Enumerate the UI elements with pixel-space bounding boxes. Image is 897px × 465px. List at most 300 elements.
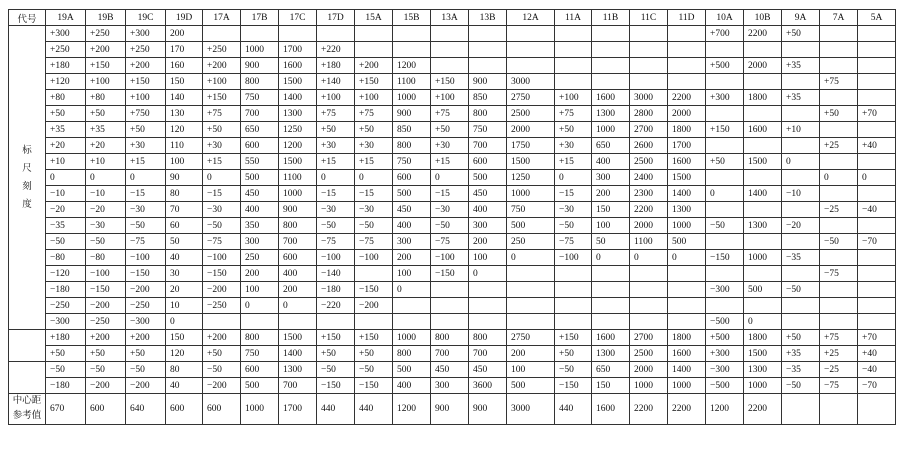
table-cell	[630, 42, 668, 58]
table-cell: +20	[46, 138, 86, 154]
table-cell	[393, 26, 431, 42]
center-distance-cell: 2200	[744, 394, 782, 425]
table-cell: +35	[782, 90, 820, 106]
table-cell: 1000	[279, 186, 317, 202]
center-distance-cell: 1700	[279, 394, 317, 425]
table-cell: −150	[706, 250, 744, 266]
table-cell: −15	[126, 186, 166, 202]
table-cell: 400	[279, 266, 317, 282]
table-cell	[469, 282, 507, 298]
table-cell: −100	[203, 250, 241, 266]
table-cell: −300	[46, 314, 86, 330]
table-cell: 1000	[393, 330, 431, 346]
table-cell	[469, 298, 507, 314]
table-cell: 0	[469, 266, 507, 282]
table-cell: −30	[86, 218, 126, 234]
table-cell	[279, 26, 317, 42]
table-cell: 1400	[668, 362, 706, 378]
center-distance-cell: 670	[46, 394, 86, 425]
table-cell	[431, 58, 469, 74]
header-19b: 19B	[86, 10, 126, 26]
table-cell: 600	[241, 138, 279, 154]
table-cell	[630, 26, 668, 42]
table-cell: +50	[706, 154, 744, 170]
table-cell	[507, 42, 555, 58]
table-cell: 1600	[279, 58, 317, 74]
table-cell	[393, 314, 431, 330]
table-cell: +50	[355, 346, 393, 362]
table-cell: 2000	[744, 58, 782, 74]
table-cell	[555, 42, 592, 58]
header-19d: 19D	[166, 10, 203, 26]
table-cell: −50	[782, 282, 820, 298]
table-cell	[744, 202, 782, 218]
table-row	[9, 154, 896, 170]
table-cell: −30	[317, 202, 355, 218]
table-cell: −50	[431, 218, 469, 234]
table-cell: +120	[46, 74, 86, 90]
header-17a: 17A	[203, 10, 241, 26]
table-cell: 1600	[592, 90, 630, 106]
table-cell	[858, 154, 896, 170]
table-cell: 0	[858, 170, 896, 186]
center-distance-label	[9, 394, 46, 425]
table-cell: −150	[355, 378, 393, 394]
table-cell	[355, 42, 393, 58]
table-cell	[820, 250, 858, 266]
table-cell: +70	[858, 330, 896, 346]
table-cell: +30	[431, 138, 469, 154]
table-cell	[706, 266, 744, 282]
table-cell: +250	[46, 42, 86, 58]
table-cell: +50	[203, 346, 241, 362]
header-19a: 19A	[46, 10, 86, 26]
table-cell: −75	[355, 234, 393, 250]
table-cell: −300	[706, 362, 744, 378]
table-cell: −30	[126, 202, 166, 218]
table-cell	[592, 282, 630, 298]
table-cell: 0	[355, 170, 393, 186]
table-cell: −40	[858, 202, 896, 218]
table-cell: 750	[393, 154, 431, 170]
table-cell	[782, 42, 820, 58]
table-cell	[820, 122, 858, 138]
table-cell: 1500	[744, 346, 782, 362]
table-cell: +80	[46, 90, 86, 106]
center-distance-cell: 440	[355, 394, 393, 425]
table-cell: 1100	[630, 234, 668, 250]
table-cell: −15	[355, 186, 393, 202]
table-cell: 800	[393, 346, 431, 362]
table-cell: 1500	[279, 154, 317, 170]
table-cell: −50	[46, 362, 86, 378]
table-cell: 500	[507, 218, 555, 234]
table-cell: 1100	[279, 170, 317, 186]
table-cell: +500	[706, 58, 744, 74]
table-cell: 2750	[507, 330, 555, 346]
table-cell: −10	[86, 186, 126, 202]
table-cell: 1300	[279, 106, 317, 122]
table-cell	[592, 314, 630, 330]
table-cell: 1500	[507, 154, 555, 170]
table-row	[9, 346, 896, 362]
table-cell: 1400	[668, 186, 706, 202]
table-cell: 200	[469, 234, 507, 250]
table-cell: −150	[203, 266, 241, 282]
table-cell	[668, 314, 706, 330]
table-cell	[592, 266, 630, 282]
table-cell: +15	[317, 154, 355, 170]
center-distance-cell: 900	[431, 394, 469, 425]
table-cell: −10	[782, 186, 820, 202]
table-cell: −100	[317, 250, 355, 266]
table-cell: 0	[592, 250, 630, 266]
header-11b: 11B	[592, 10, 630, 26]
table-cell	[782, 266, 820, 282]
table-cell	[469, 58, 507, 74]
table-cell: +50	[317, 122, 355, 138]
table-cell	[355, 314, 393, 330]
table-cell: +150	[555, 330, 592, 346]
table-cell: 200	[507, 346, 555, 362]
table-cell: 80	[166, 186, 203, 202]
table-cell: 1000	[668, 378, 706, 394]
table-cell: +50	[203, 122, 241, 138]
table-cell: 650	[592, 362, 630, 378]
table-cell: 100	[166, 154, 203, 170]
table-cell	[317, 26, 355, 42]
table-cell: −75	[431, 234, 469, 250]
table-cell	[706, 170, 744, 186]
table-cell: +30	[203, 138, 241, 154]
header-11c: 11C	[630, 10, 668, 26]
table-cell: 200	[279, 282, 317, 298]
table-cell: 750	[469, 122, 507, 138]
table-cell: −80	[86, 250, 126, 266]
table-cell	[858, 90, 896, 106]
table-cell: −180	[317, 282, 355, 298]
table-cell	[555, 74, 592, 90]
table-cell: −100	[86, 266, 126, 282]
table-cell	[744, 138, 782, 154]
table-cell: 500	[241, 170, 279, 186]
table-cell: +150	[86, 58, 126, 74]
table-cell: +40	[858, 138, 896, 154]
table-cell: 40	[166, 250, 203, 266]
table-row	[9, 234, 896, 250]
table-cell	[555, 314, 592, 330]
table-cell: −200	[126, 282, 166, 298]
table-cell	[706, 298, 744, 314]
table-cell: −50	[555, 362, 592, 378]
table-cell: +300	[126, 26, 166, 42]
table-cell: −70	[858, 378, 896, 394]
table-cell	[858, 58, 896, 74]
table-cell: 1600	[744, 122, 782, 138]
table-cell: 500	[744, 282, 782, 298]
table-cell: 1000	[393, 90, 431, 106]
table-cell: 400	[393, 218, 431, 234]
table-cell	[782, 234, 820, 250]
table-cell	[507, 298, 555, 314]
table-cell: −30	[355, 202, 393, 218]
table-cell	[782, 170, 820, 186]
header-13a: 13A	[431, 10, 469, 26]
table-cell	[858, 122, 896, 138]
header-13b: 13B	[469, 10, 507, 26]
table-cell: 0	[630, 250, 668, 266]
table-cell: 1300	[744, 362, 782, 378]
table-cell: 450	[241, 186, 279, 202]
table-cell: +200	[355, 58, 393, 74]
table-cell	[555, 266, 592, 282]
table-cell	[782, 138, 820, 154]
table-row	[9, 378, 896, 394]
table-cell: 3000	[630, 90, 668, 106]
table-cell: +75	[820, 74, 858, 90]
table-cell	[706, 138, 744, 154]
table-cell: 1250	[279, 122, 317, 138]
table-cell: 200	[241, 266, 279, 282]
table-cell: 1000	[507, 186, 555, 202]
table-cell: −30	[555, 202, 592, 218]
table-cell: 2200	[668, 90, 706, 106]
table-cell: +150	[706, 122, 744, 138]
table-cell: −75	[820, 378, 858, 394]
table-cell: 200	[166, 26, 203, 42]
table-cell: +50	[126, 122, 166, 138]
table-cell: +300	[706, 346, 744, 362]
table-cell: −20	[46, 202, 86, 218]
table-cell	[820, 42, 858, 58]
table-cell: 1800	[668, 330, 706, 346]
table-row	[9, 122, 896, 138]
table-cell: −50	[86, 234, 126, 250]
table-cell: 800	[279, 218, 317, 234]
table-cell: +40	[858, 346, 896, 362]
table-cell: 650	[241, 122, 279, 138]
table-cell	[469, 42, 507, 58]
table-row	[9, 90, 896, 106]
header-15a: 15A	[355, 10, 393, 26]
table-row	[9, 170, 896, 186]
table-cell	[630, 282, 668, 298]
table-cell: 400	[393, 378, 431, 394]
table-cell	[355, 266, 393, 282]
center-distance-cell: 900	[469, 394, 507, 425]
table-cell: −150	[355, 282, 393, 298]
table-cell: −40	[858, 362, 896, 378]
table-cell: +100	[317, 90, 355, 106]
table-cell	[555, 58, 592, 74]
table-cell: −50	[203, 218, 241, 234]
table-cell: −180	[46, 282, 86, 298]
table-cell: −200	[203, 282, 241, 298]
table-cell	[858, 186, 896, 202]
table-cell: 600	[393, 170, 431, 186]
table-cell: −150	[555, 378, 592, 394]
lower-group-label	[9, 362, 46, 394]
table-cell: 0	[317, 170, 355, 186]
table-cell: 0	[782, 154, 820, 170]
table-cell: 700	[279, 234, 317, 250]
table-cell: 160	[166, 58, 203, 74]
center-label-line: 参考值	[12, 411, 42, 421]
table-cell: +80	[86, 90, 126, 106]
table-cell: 800	[241, 74, 279, 90]
table-cell	[706, 42, 744, 58]
table-cell	[241, 314, 279, 330]
table-cell: 800	[469, 330, 507, 346]
table-cell: −75	[203, 234, 241, 250]
table-cell	[555, 298, 592, 314]
table-cell: −35	[782, 250, 820, 266]
table-cell: −15	[203, 186, 241, 202]
table-cell: +30	[555, 138, 592, 154]
table-cell: +750	[126, 106, 166, 122]
table-cell	[203, 26, 241, 42]
table-cell	[858, 218, 896, 234]
table-cell	[858, 298, 896, 314]
table-cell	[203, 314, 241, 330]
table-cell: 2750	[507, 90, 555, 106]
table-cell: −100	[355, 250, 393, 266]
table-cell: +220	[317, 42, 355, 58]
center-distance-cell: 600	[203, 394, 241, 425]
table-cell: +200	[86, 330, 126, 346]
table-cell: 1300	[592, 346, 630, 362]
table-cell	[820, 58, 858, 74]
center-distance-row	[9, 394, 896, 425]
table-cell: 2000	[630, 218, 668, 234]
table-cell	[782, 74, 820, 90]
table-cell	[592, 42, 630, 58]
table-cell: +200	[126, 330, 166, 346]
table-cell: 250	[507, 234, 555, 250]
header-17c: 17C	[279, 10, 317, 26]
table-cell: −35	[782, 362, 820, 378]
table-cell: +150	[355, 330, 393, 346]
table-cell: 30	[166, 266, 203, 282]
header-15b: 15B	[393, 10, 431, 26]
table-cell: −300	[126, 314, 166, 330]
table-cell: +25	[820, 346, 858, 362]
table-cell: −80	[46, 250, 86, 266]
table-cell: 150	[166, 74, 203, 90]
table-cell: 1600	[668, 346, 706, 362]
table-cell	[507, 314, 555, 330]
table-cell: 0	[744, 314, 782, 330]
table-cell: 400	[241, 202, 279, 218]
table-cell: 1500	[744, 154, 782, 170]
center-distance-cell: 600	[86, 394, 126, 425]
table-row	[9, 266, 896, 282]
table-cell: 1100	[393, 74, 431, 90]
table-cell	[744, 234, 782, 250]
table-cell: 450	[469, 362, 507, 378]
table-cell: +75	[203, 106, 241, 122]
table-cell: −50	[355, 218, 393, 234]
table-cell: −300	[706, 282, 744, 298]
table-cell: 650	[592, 138, 630, 154]
header-17b: 17B	[241, 10, 279, 26]
table-cell: +30	[317, 138, 355, 154]
table-cell	[592, 58, 630, 74]
table-cell: 750	[241, 90, 279, 106]
table-cell: 150	[166, 330, 203, 346]
table-cell: −15	[431, 186, 469, 202]
table-cell: −150	[431, 266, 469, 282]
table-cell: +75	[355, 106, 393, 122]
table-cell: +75	[431, 106, 469, 122]
table-row	[9, 218, 896, 234]
header-11d: 11D	[668, 10, 706, 26]
table-cell: −50	[126, 362, 166, 378]
table-cell: +100	[203, 74, 241, 90]
table-cell: 500	[393, 186, 431, 202]
table-cell: 700	[431, 346, 469, 362]
table-cell: 1600	[668, 154, 706, 170]
table-cell: −200	[126, 378, 166, 394]
table-cell: 0	[86, 170, 126, 186]
table-cell	[820, 218, 858, 234]
table-cell: 2500	[630, 346, 668, 362]
table-cell: +15	[203, 154, 241, 170]
table-cell: +50	[431, 122, 469, 138]
table-cell: −220	[317, 298, 355, 314]
table-cell: 750	[241, 346, 279, 362]
scale-table-container	[8, 9, 896, 425]
table-cell	[431, 298, 469, 314]
table-cell: −50	[86, 362, 126, 378]
table-cell: 2800	[630, 106, 668, 122]
table-cell: −70	[858, 234, 896, 250]
table-cell	[744, 106, 782, 122]
table-cell: −150	[317, 378, 355, 394]
table-cell	[706, 106, 744, 122]
table-cell: 300	[469, 218, 507, 234]
table-cell	[355, 26, 393, 42]
table-cell	[782, 298, 820, 314]
table-cell: +100	[431, 90, 469, 106]
table-cell: −150	[86, 282, 126, 298]
table-cell: −30	[431, 202, 469, 218]
table-cell: 2300	[630, 186, 668, 202]
table-cell: 900	[393, 106, 431, 122]
table-cell	[858, 250, 896, 266]
table-row	[9, 74, 896, 90]
table-cell	[507, 282, 555, 298]
table-cell	[820, 26, 858, 42]
table-cell: 0	[507, 250, 555, 266]
table-cell: 70	[166, 202, 203, 218]
table-cell: 1000	[630, 378, 668, 394]
table-cell: +150	[203, 90, 241, 106]
table-cell: +200	[126, 58, 166, 74]
table-cell: −500	[706, 314, 744, 330]
center-distance-cell: 3000	[507, 394, 555, 425]
table-cell: +100	[555, 90, 592, 106]
header-12a: 12A	[507, 10, 555, 26]
table-cell: −25	[820, 362, 858, 378]
table-cell: −75	[317, 234, 355, 250]
upper-group-label	[9, 330, 46, 362]
table-cell	[279, 314, 317, 330]
scale-group-label	[9, 26, 46, 330]
table-cell: 0	[820, 170, 858, 186]
table-body	[9, 26, 896, 425]
table-cell: −50	[46, 234, 86, 250]
